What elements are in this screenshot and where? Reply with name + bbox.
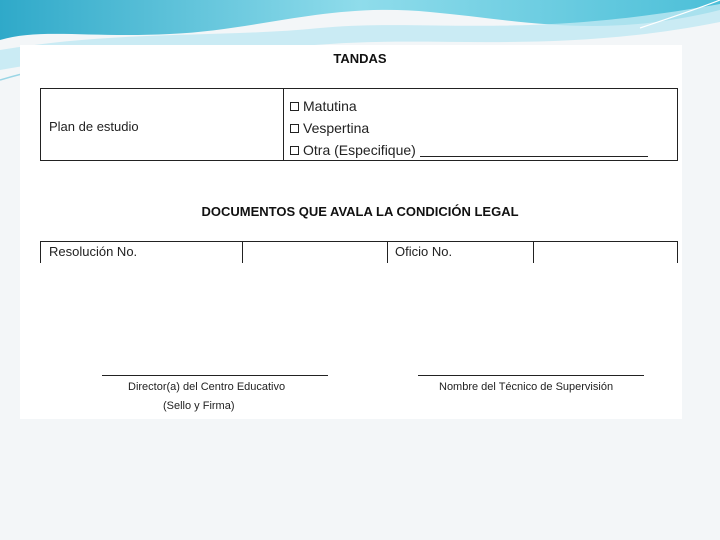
option-vespertina-label: Vespertina [303,120,370,136]
option-otra-label: Otra (Especifique) [303,142,416,158]
option-matutina-label: Matutina [303,98,357,114]
documents-table [40,241,678,263]
option-otra[interactable] [290,139,648,161]
resolucion-value-field[interactable] [243,242,388,263]
option-matutina[interactable] [290,95,648,117]
oficio-value-field[interactable] [534,242,677,263]
tandas-table [40,88,678,161]
documents-title: DOCUMENTOS QUE AVALA LA CONDICIÓN LEGAL [201,204,519,219]
checkbox-icon[interactable] [290,146,299,155]
director-signature-label: Director(a) del Centro Educativo [128,381,286,393]
checkbox-icon[interactable] [290,102,299,111]
especifique-field[interactable] [420,144,648,157]
checkbox-icon[interactable] [290,124,299,133]
oficio-label: Oficio No. [388,242,534,263]
tecnico-signature-label: Nombre del Técnico de Supervisión [439,381,614,393]
tandas-options [290,95,648,161]
director-seal-note: (Sello y Firma) [163,400,235,412]
option-vespertina[interactable] [290,117,648,139]
plan-de-estudio-label: Plan de estudio [49,119,139,134]
director-signature-line[interactable] [102,375,328,376]
tandas-title: TANDAS [333,51,387,66]
plan-de-estudio-cell [41,89,284,160]
resolucion-label: Resolución No. [41,242,243,263]
tecnico-signature-line[interactable] [418,375,644,376]
